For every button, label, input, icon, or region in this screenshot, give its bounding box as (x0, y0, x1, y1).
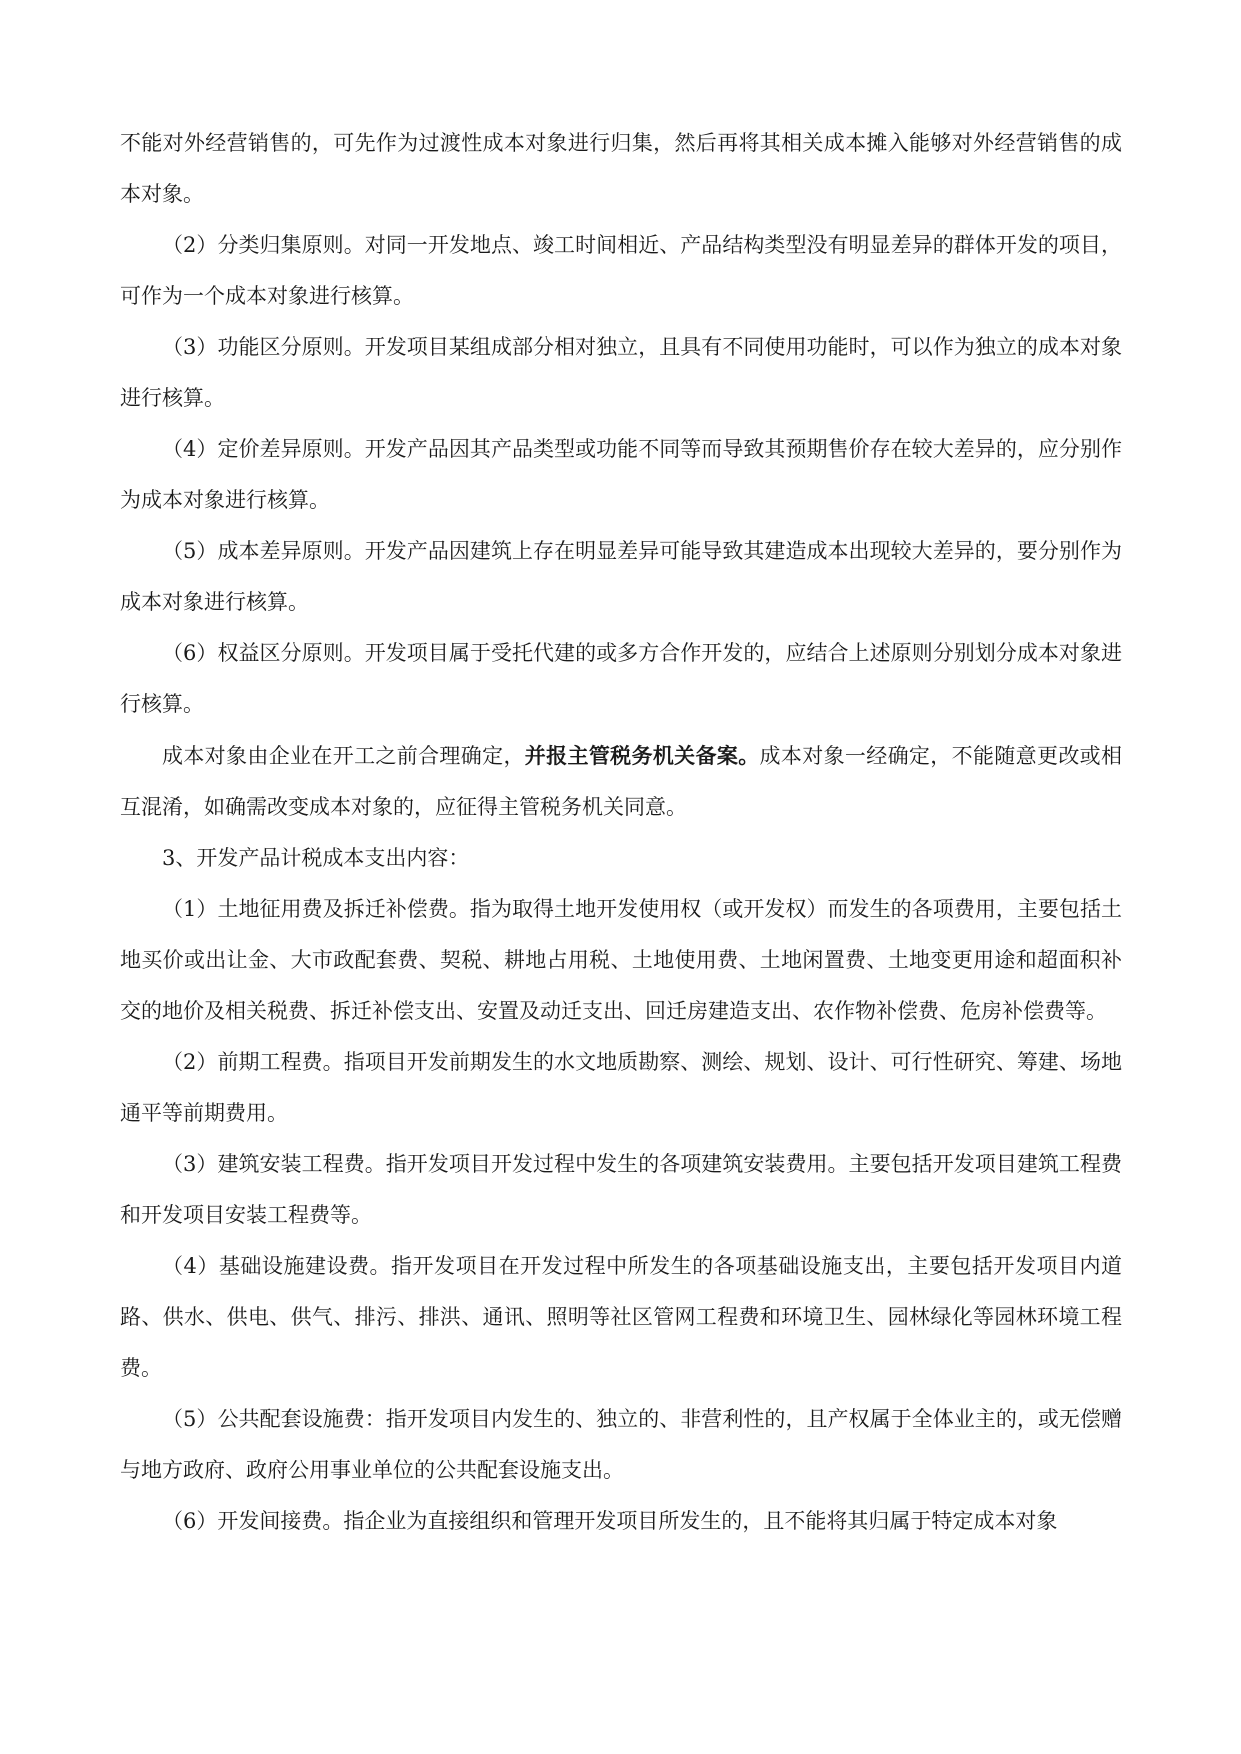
cost-object-text-before: 成本对象由企业在开工之前合理确定， (162, 744, 525, 768)
paragraph-continuation: 不能对外经营销售的，可先作为过渡性成本对象进行归集，然后再将其相关成本摊入能够对外经营销售的成本对象。 (120, 131, 1122, 206)
paragraph-principle-5: （5）成本差异原则。开发产品因建筑上存在明显差异可能导致其建造成本出现较大差异的，要分别作为成本对象进行核算。 (120, 539, 1122, 614)
paragraph-item-1: （1）土地征用费及拆迁补偿费。指为取得土地开发使用权（或开发权）而发生的各项费用，主要包括土地买价或出让金、大市政配套费、契税、耕地占用税、土地使用费、土地闲置费、土地变更用途和超面积补交的地价及相关税费、拆迁补偿支出、安置及动迁支出、回迁房建造支出、农作物补偿费、危房补偿费等。 (120, 897, 1122, 1023)
document-page (120, 118, 1122, 1547)
paragraph-principle-3: （3）功能区分原则。开发项目某组成部分相对独立，且具有不同使用功能时，可以作为独立的成本对象进行核算。 (120, 335, 1122, 410)
paragraph-principle-4: （4）定价差异原则。开发产品因其产品类型或功能不同等而导致其预期售价存在较大差异的，应分别作为成本对象进行核算。 (120, 437, 1122, 512)
paragraph-item-3: （3）建筑安装工程费。指开发项目开发过程中发生的各项建筑安装费用。主要包括开发项目建筑工程费和开发项目安装工程费等。 (120, 1152, 1122, 1227)
paragraph-principle-2: （2）分类归集原则。对同一开发地点、竣工时间相近、产品结构类型没有明显差异的群体开发的项目，可作为一个成本对象进行核算。 (120, 233, 1122, 308)
paragraph-item-4: （4）基础设施建设费。指开发项目在开发过程中所发生的各项基础设施支出，主要包括开发项目内道路、供水、供电、供气、排污、排洪、通讯、照明等社区管网工程费和环境卫生、园林绿化等园林环境工程费。 (120, 1254, 1122, 1380)
paragraph-item-2: （2）前期工程费。指项目开发前期发生的水文地质勘察、测绘、规划、设计、可行性研究、筹建、场地通平等前期费用。 (120, 1050, 1122, 1125)
paragraph-cost-object (120, 730, 1122, 833)
paragraph-principle-6: （6）权益区分原则。开发项目属于受托代建的或多方合作开发的，应结合上述原则分别划分成本对象进行核算。 (120, 641, 1122, 716)
cost-object-text-after: 成本对象一经确定，不能随意更改或相互混淆，如确需改变成本对象的，应征得主管税务机关同意。 (120, 744, 1123, 819)
paragraph-item-6: （6）开发间接费。指企业为直接组织和管理开发项目所发生的，且不能将其归属于特定成本对象 (162, 1509, 1058, 1533)
cost-object-bold-text: 并报主管税务机关备案。 (524, 743, 760, 768)
paragraph-item-5: （5）公共配套设施费：指开发项目内发生的、独立的、非营利性的，且产权属于全体业主的，或无偿赠与地方政府、政府公用事业单位的公共配套设施支出。 (120, 1407, 1122, 1482)
section-3-heading: 3、开发产品计税成本支出内容： (162, 846, 470, 870)
